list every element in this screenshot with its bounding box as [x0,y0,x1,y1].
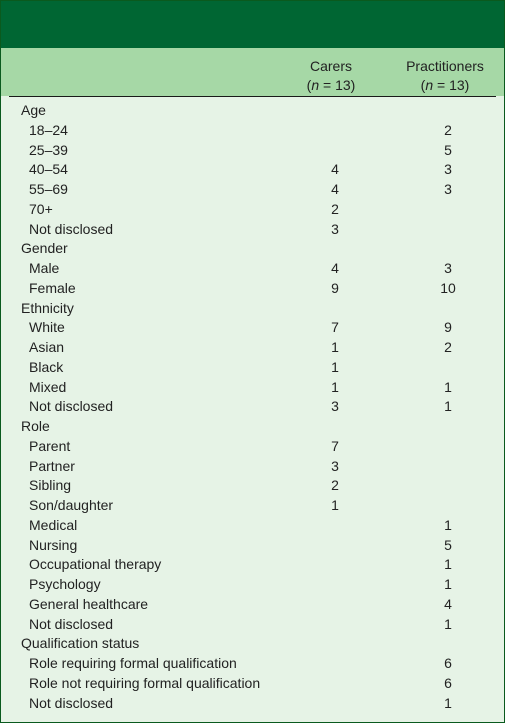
practitioners-n: (n = 13) [420,77,470,93]
practitioners-count: 4 [444,595,452,612]
carers-count: 3 [331,457,339,474]
row-label: Qualification status [21,635,140,652]
row-label: Role requiring formal qualification [29,655,237,671]
row-label: Asian [29,339,65,355]
practitioners-count: 3 [444,260,452,276]
practitioners-count: 3 [444,181,452,197]
practitioners-count: 3 [444,161,452,178]
table-row [1,674,504,694]
carers-count: 4 [331,260,339,276]
row-label: Parent [29,437,71,454]
practitioners-count: 6 [444,674,452,691]
carers-column-header [291,57,371,95]
carers-n: (n = 13) [306,77,356,93]
carers-count: 4 [331,161,339,178]
practitioners-count: 1 [444,516,452,533]
row-label: Not disclosed [29,220,114,237]
practitioners-count: 1 [444,398,452,415]
row-label: Ethnicity [21,299,74,316]
table-row [1,259,504,279]
practitioners-column-header [397,57,493,95]
practitioners-count: 1 [444,556,452,573]
carers-count: 3 [331,220,339,237]
carers-count: 9 [331,279,339,296]
practitioners-count: 6 [444,655,452,671]
carers-label: Carers [309,58,352,74]
carers-count: 1 [331,358,339,375]
table-row [1,516,504,536]
practitioners-label: Practitioners [406,58,484,74]
section-header-row [1,101,504,121]
practitioners-count: 1 [444,576,452,592]
row-label: 25–39 [29,141,68,158]
row-label: Psychology [29,576,101,592]
row-label: Nursing [29,536,78,553]
practitioners-count: 5 [444,141,452,158]
table-row [1,476,504,496]
row-label: Occupational therapy [29,556,162,573]
carers-count: 2 [331,477,339,494]
carers-count: 1 [331,378,339,395]
row-label: Role [21,418,50,434]
row-label: Role not requiring formal qualification [29,674,261,691]
section-header-row [1,239,504,259]
row-label: Partner [29,457,75,474]
practitioners-count: 1 [444,615,452,632]
table-row [1,536,504,556]
table-row [1,437,504,457]
row-label: Mixed [29,378,67,395]
table-row [1,694,504,714]
practitioners-count: 5 [444,536,452,553]
carers-count: 3 [331,398,339,415]
row-label: 18–24 [29,121,68,138]
carers-count: 1 [331,339,339,355]
table-row [1,378,504,398]
row-label: Male [29,260,60,276]
table-row [1,318,504,338]
table-body [1,97,504,713]
table-row [1,496,504,516]
row-label: Black [29,358,64,375]
row-label: Gender [21,240,68,257]
row-label: 55–69 [29,181,68,197]
section-header-row [1,634,504,654]
table-row [1,654,504,674]
table-row [1,141,504,161]
table-row [1,279,504,299]
carers-count: 1 [331,497,339,513]
row-label: 40–54 [29,161,68,178]
row-label: 70+ [29,200,53,217]
table-header [1,48,504,96]
section-header-row [1,299,504,319]
table-row [1,160,504,180]
carers-count: 7 [331,437,339,454]
practitioners-count: 2 [444,339,452,355]
row-label: Son/daughter [29,497,114,513]
table-row [1,200,504,220]
practitioners-count: 10 [440,279,456,296]
row-label: White [29,319,65,336]
section-header-row [1,417,504,437]
practitioners-count: 9 [444,319,452,336]
row-label: Age [21,102,46,118]
carers-count: 7 [331,319,339,336]
practitioners-count: 1 [444,378,452,395]
practitioners-count: 1 [444,694,452,711]
table-row [1,575,504,595]
row-label: Not disclosed [29,694,114,711]
table-row [1,555,504,575]
table-title-bar [1,1,504,48]
table-row [1,121,504,141]
row-label: Not disclosed [29,615,114,632]
row-label: Not disclosed [29,398,114,415]
carers-count: 4 [331,181,339,197]
carers-count: 2 [331,200,339,217]
table-row [1,615,504,635]
row-label: Sibling [29,477,72,494]
table-row [1,358,504,378]
table-row [1,220,504,240]
table-row [1,457,504,477]
row-label: Female [29,279,76,296]
table-row [1,595,504,615]
table-row [1,397,504,417]
table-row [1,338,504,358]
row-label: Medical [29,516,78,533]
table-row [1,180,504,200]
practitioners-count: 2 [444,121,452,138]
row-label: General healthcare [29,595,149,612]
